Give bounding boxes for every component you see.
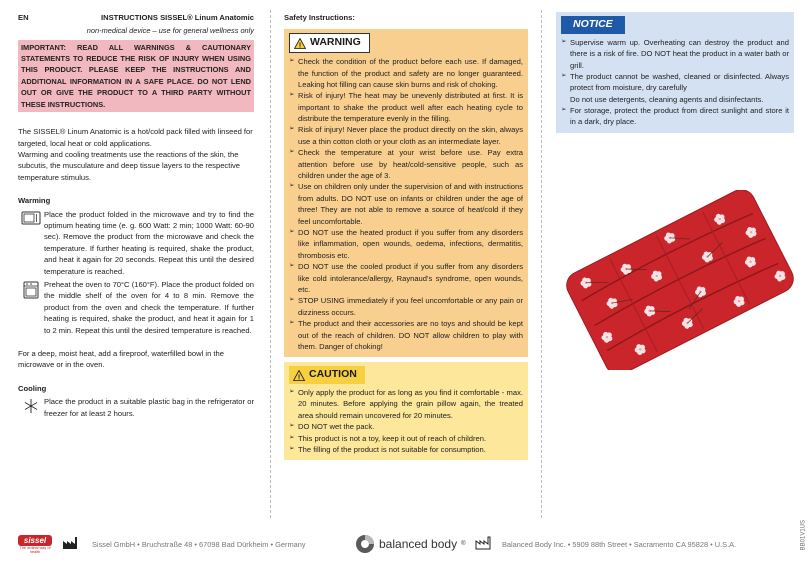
cooling-row — [18, 396, 254, 419]
caution-item: ➢ The filling of the product is not suitable for consumption. — [289, 444, 523, 455]
balanced-body-icon — [355, 534, 375, 554]
column-instructions — [18, 12, 254, 419]
distributor-icon — [475, 536, 491, 550]
oven-instructions: Preheat the oven to 70°C (160°F). Place the product folded on the middle shelf of the oven for 4 to 8 min. Remove the product from the oven and check the temperature. If further heating is required, shake the product, and heat it again for 1 to 2 min. Repeat this until the desired temperature is reached. — [44, 280, 254, 335]
warning-item: ➢ DO NOT use the heated product if you suffer from any disorders like inflammation, open wounds, oedema, infections, dermatitis, thrombosis etc. — [289, 227, 523, 261]
notice-item: ➢ The product cannot be washed, cleaned or disinfected. Always protect from moisture, dry carefully Do not use detergents, cleaning agents and disinfectants. — [561, 71, 789, 105]
warming-microwave — [18, 209, 254, 277]
moist-heat-tip: For a deep, moist heat, add a fireproof, waterfilled bowl in the microwave or in the oven. — [18, 348, 224, 370]
cooling-heading: Cooling — [18, 383, 47, 393]
notice-box — [556, 12, 794, 133]
warning-item: ➢ DO NOT use the cooled product if you suffer from any disorders like cold intolerance/allergy, Raynaud's syndrome, open wounds, etc. — [289, 261, 523, 295]
caution-list — [289, 387, 523, 455]
warning-item: ➢ Check the temperature at your wrist before use. Pay extra attention before use by heat/cold-sensitive people, such as children under the age of 3. — [289, 147, 523, 181]
svg-text:!: ! — [298, 42, 302, 49]
caution-box — [284, 362, 528, 460]
footer — [0, 528, 808, 562]
column-divider — [270, 10, 271, 518]
notice-banner — [561, 16, 625, 34]
header — [18, 12, 254, 23]
column-notice — [556, 12, 794, 133]
microwave-instructions: Place the product folded in the microwave and try to find the optimum heating time (e. g. 600 Watt: 2 min; 1000 Watt: 60-90 sec). Remove the product from the microwave and check the temperature. If further heating is required, shake the product, and heat it again for 20 seconds. Repeat this until the desired temperature is reached. — [44, 209, 254, 276]
warning-triangle-icon — [294, 38, 306, 49]
safety-heading: Safety Instructions: — [284, 13, 355, 22]
warning-item: ➢ Use on children only under the supervision of and with instructions from adults. DO NOT use on infants or children under the age of three! They are not able to remove a source of heat/cold if they feel uncomfortable. — [289, 181, 523, 227]
warming-oven — [18, 279, 254, 336]
intro-paragraph-2: Warming and cooling treatments use the reactions of the skin, the subcutis, the musculature and deep tissue layers to the respective temperature stimulus. — [18, 150, 241, 182]
warning-item: ➢ STOP USING immediately if you feel uncomfortable or any pain or dizziness occurs. — [289, 295, 523, 318]
notice-list — [561, 37, 789, 128]
caution-item: ➢ Only apply the product for as long as you find it comfortable - max. 20 minutes. Before applying the grain pillow again, the treated area should remain uncovered for 20 minutes. — [289, 387, 523, 421]
warning-banner — [289, 33, 370, 53]
caution-label: CAUTION — [309, 368, 357, 381]
notice-item: ➢ For storage, protect the product from direct sunlight and store it in a dark, dry place. — [561, 105, 789, 128]
caution-item: ➢ DO NOT wet the pack. — [289, 421, 523, 432]
caution-item: ➢ This product is not a toy, keep it out of reach of children. — [289, 433, 523, 444]
important-notice: IMPORTANT: READ ALL WARNINGS & CAUTIONARY STATEMENTS TO REDUCE THE RISK OF INJURY WHEN USING THIS PRODUCT. PLEASE KEEP THE INSTRUCTIONS AND ADDITIONAL INFORMATION IN A SAFE PLACE. DO NOT LEND OUT OR GIVE THE PRODUCT TO A THIRD PARTY WITHOUT THESE INSTRUCTIONS. — [18, 40, 254, 113]
warning-list — [289, 56, 523, 352]
document-code: BB01V1US — [800, 520, 806, 551]
caution-banner — [289, 366, 365, 384]
notice-label: NOTICE — [573, 18, 613, 30]
cooling-instructions: Place the product in a suitable plastic bag in the refrigerator or freezer for at least 2 hours. — [44, 397, 254, 418]
microwave-icon — [18, 209, 44, 277]
warning-item: ➢ Risk of injury! Never place the product directly on the skin, always use a thin cotton cloth or your cloth as an intermediate layer. — [289, 124, 523, 147]
caution-triangle-icon — [293, 370, 305, 381]
sissel-logo: sissel The ordinal way of health — [19, 536, 51, 554]
warning-item: ➢ The product and their accessories are no toys and should be kept out of the reach of children. DO NOT allow children to play with them. Danger of choking! — [289, 318, 523, 352]
notice-item: ➢ Supervise warm up. Overheating can destroy the product and there is a risk of fire. DO NOT heat the product in a water bath or grill. — [561, 37, 789, 71]
oven-icon — [18, 279, 44, 336]
column-divider — [541, 10, 542, 518]
balanced-body-logo: balanced body ® — [355, 534, 466, 554]
svg-text:!: ! — [297, 373, 301, 381]
column-safety — [284, 12, 528, 460]
language-code: EN — [18, 13, 29, 22]
product-image — [562, 190, 798, 370]
manufacturer-icon — [62, 536, 78, 550]
document-subtitle: non-medical device – use for general wellness only — [86, 26, 254, 36]
warning-box — [284, 29, 528, 357]
document-title: INSTRUCTIONS SISSEL® Linum Anatomic — [101, 13, 254, 22]
warming-heading: Warming — [18, 196, 51, 206]
warning-item: ➢ Risk of injury! The heat may be unevenly distributed at first. It is important to shake the product well after each heating cycle to distribute the temperature evenly in the filling. — [289, 90, 523, 124]
intro-paragraph-1: The SISSEL® Linum Anatomic is a hot/cold pack filled with linseed for targeted, local heat or cold applications. — [18, 127, 253, 148]
balanced-body-address: Balanced Body Inc. • 5909 88th Street • Sacramento CA 95828 • U.S.A. — [502, 540, 737, 549]
warning-item: ➢ Check the condition of the product before each use. If damaged, the function of the product and safety are no longer guaranteed. Leaking hot filling can cause skin burns and risk of choking. — [289, 56, 523, 90]
warning-label: WARNING — [310, 36, 361, 49]
snowflake-icon — [18, 396, 44, 419]
sissel-address: Sissel GmbH • Bruchstraße 48 • 67098 Bad Dürkheim • Germany — [92, 540, 306, 549]
